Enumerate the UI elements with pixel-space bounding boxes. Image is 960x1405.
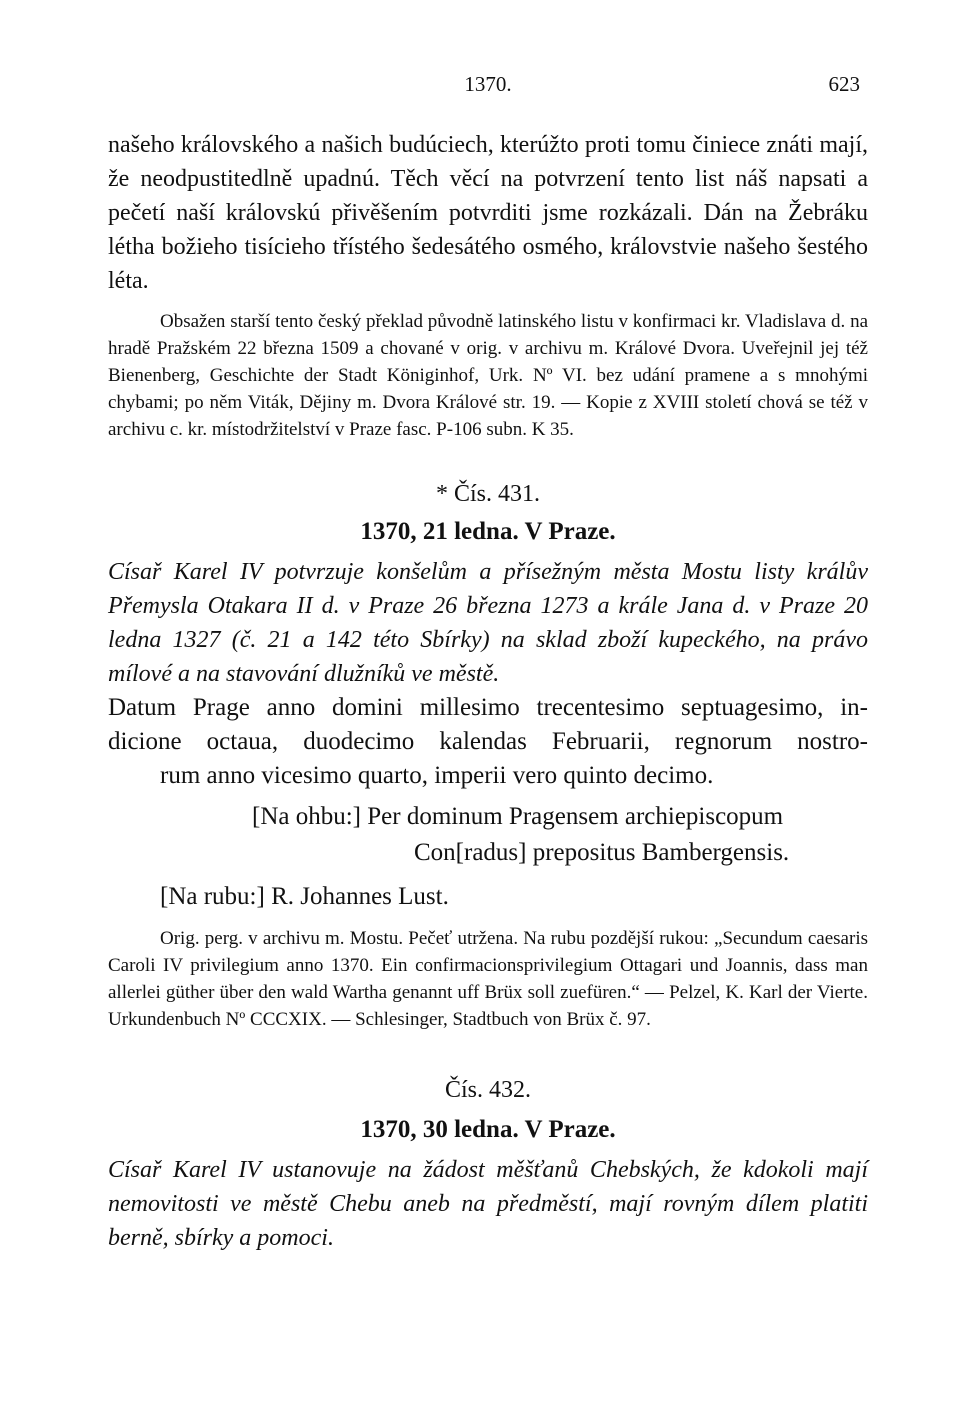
running-head-year: 1370. <box>464 72 512 96</box>
entry-431-date: 1370, 21 ledna. V Praze. <box>360 518 616 545</box>
back-text: R. Johannes Lust. <box>271 883 449 910</box>
entry-432-number: Čís. 432. <box>444 1077 531 1103</box>
entry-432-summary: Císař Karel IV ustanovuje na žádost měšťanů Chebských, že kdokoli mají nemovitosti ve městě Chebu aneb na předměstí, mají rovným dílem platiti berně, sbírky a pomoci. <box>108 1157 868 1251</box>
fold-annotation <box>108 799 868 835</box>
entry-431-number: * Čís. 431. <box>435 481 540 507</box>
entry-431-latin <box>108 691 868 793</box>
fold-label: [Na ohbu:] <box>252 803 361 830</box>
entry-431-summary: Císař Karel IV potvrzuje konšelům a přísežným města Mostu listy králův Přemysla Otakara II d. v Praze 26 března 1273 a krále Jana d. v Praze 20 ledna 1327 (č. 21 a 142 této Sbírky) na sklad zboží kupeckého, na právo mílové a na stavování dlužníků ve městě. <box>108 559 868 687</box>
latin-line-2: dicione octaua, duodecimo kalendas Februarii, regnorum nostro- <box>108 728 868 755</box>
page-header <box>108 70 868 106</box>
back-label: [Na rubu:] <box>160 883 265 910</box>
back-annotation <box>108 879 868 915</box>
latin-line-1: Datum Prage anno domini millesimo trecentesimo septuagesimo, in- <box>108 694 868 721</box>
intro-note: Obsažen starší tento český překlad původně latinského listu v konfirmaci kr. Vladislava d. na hradě Pražském 22 března 1509 a chované v orig. v archivu m. Králové Dvora. Uveřejnil jej též Bienenberg, Geschichte der Stadt Königinhof, Urk. Nº VI. bez udání pramene a s mnohými chybami; po něm Viták, Dějiny m. Dvora Králové str. 19. — Kopie z XVIII století chová se též v archivu c. kr. místodržitelství v Praze fasc. P-106 subn. K 35. <box>108 311 868 440</box>
latin-line-3: rum anno vicesimo quarto, imperii vero quinto decimo. <box>160 762 714 789</box>
entry-431-note: Orig. perg. v archivu m. Mostu. Pečeť utržena. Na rubu pozdější rukou: „Secundum caesaris Caroli IV privilegium anno 1370. Ein confirmacionsprivilegium Ottagari und Joannis, dass man allerlei güther über den wald Wartha genannt uff Brüx soll zuefüren.“ — Pelzel, K. Karl der Vierte. Urkundenbuch Nº CCCXIX. — Schlesinger, Stadtbuch von Brüx č. 97. <box>108 928 868 1030</box>
page-number: 623 <box>828 72 860 96</box>
fold-line-1: Per dominum Pragensem archiepiscopum <box>367 803 784 830</box>
fold-line-2: Con[radus] prepositus Bambergensis. <box>414 839 790 866</box>
intro-text: našeho královského a našich budúciech, kterúžto proti tomu činiece znáti mají, že neodpustitedlně upadnú. Těch věcí na potvrzení tento list náš napsati a pečetí naší královskú přivěšením potvrditi jsme rozkázali. Dán na Žebráku létha božieho tisícieho třístého šedesátého osmého, královstvie našeho šestého léta. <box>108 132 868 294</box>
document-page <box>108 70 868 1255</box>
entry-432-date: 1370, 30 ledna. V Praze. <box>360 1116 616 1143</box>
